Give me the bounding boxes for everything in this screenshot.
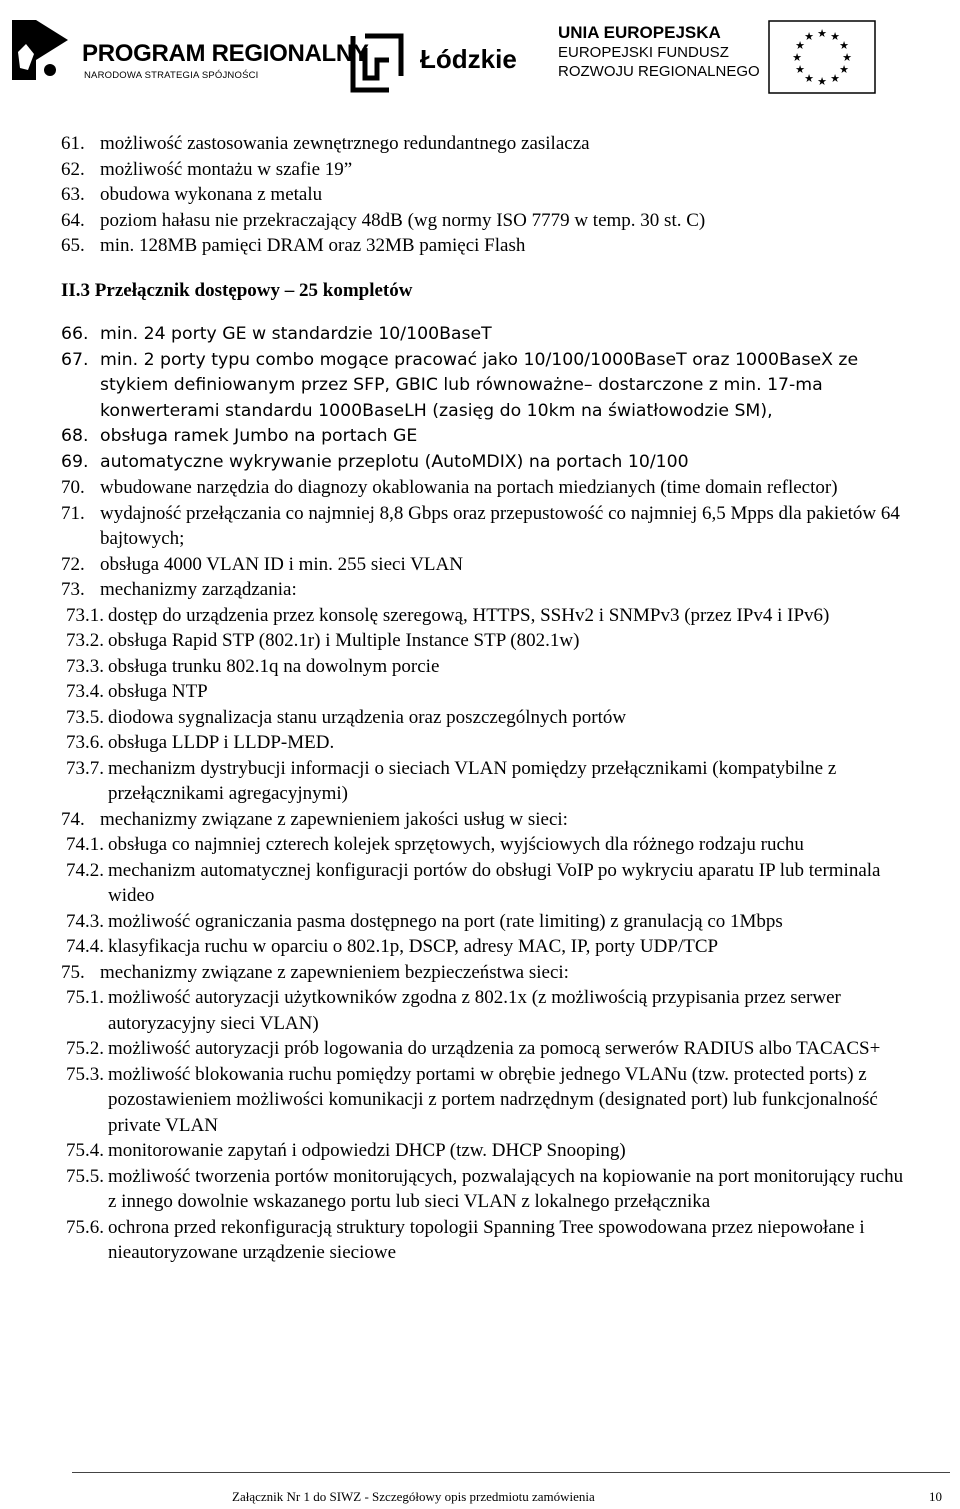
item-text: min. 24 porty GE w standardzie 10/100BaseT — [100, 324, 492, 344]
item-text: wydajność przełączania co najmniej 8,8 Gbps oraz przepustowość co najmniej 6,5 Mpps dla pakietów 64 bajtowych; — [100, 502, 900, 549]
item-number: 75.3. — [66, 1063, 104, 1085]
item-text: min. 128MB pamięci DRAM oraz 32MB pamięci Flash — [100, 235, 526, 256]
list-item — [61, 182, 906, 208]
item-text: mechanizmy związane z zapewnieniem bezpieczeństwa sieci: — [100, 961, 569, 983]
svg-text:★: ★ — [795, 63, 805, 76]
item-number: 74.2. — [66, 859, 104, 881]
sub-list-item — [0, 1215, 906, 1266]
item-number: 66. — [61, 324, 89, 344]
item-text: możliwość montażu w szafie 19” — [100, 158, 353, 180]
item-number: 75.2. — [66, 1038, 104, 1059]
sub-list-item — [0, 832, 906, 858]
item-text: wbudowane narzędzia do diagnozy okablowania na portach miedzianych (time domain reflector) — [100, 477, 838, 498]
svg-text:★: ★ — [804, 30, 814, 43]
item-text: możliwość tworzenia portów monitorujących, pozwalających na kopiowanie na port monitorujący ruchu z innego dowolnie wskazanego portu lub sieci VLAN z lokalnego przełącznika — [108, 1165, 904, 1212]
item-number: 72. — [61, 553, 85, 575]
item-number: 73. — [61, 579, 85, 600]
svg-text:★: ★ — [839, 63, 849, 76]
svg-text:★: ★ — [830, 30, 840, 43]
item-text: dostęp do urządzenia przez konsolę szeregową, HTTPS, SSHv2 i SNMPv3 (przez IPv4 i IPv6) — [108, 604, 830, 626]
sub-list-item — [0, 1036, 906, 1062]
list-item — [61, 960, 906, 986]
sub-list-item — [0, 1062, 906, 1139]
eu-fund-line: EUROPEJSKI FUNDUSZ — [558, 44, 729, 61]
sub-list-item — [0, 909, 906, 935]
svg-text:★: ★ — [842, 51, 852, 64]
sub-list-item — [0, 756, 906, 807]
item-number: 67. — [61, 349, 89, 370]
item-text: poziom hałasu nie przekraczający 48dB (wg normy ISO 7779 w temp. 30 st. C) — [100, 209, 706, 231]
sub-list-item — [0, 654, 906, 680]
section-heading: II.3 Przełącznik dostępowy – 25 kompletów — [61, 279, 413, 301]
sub-list-item — [0, 705, 906, 731]
item-number: 70. — [61, 477, 85, 498]
svg-text:★: ★ — [830, 72, 840, 85]
sub-list-item — [0, 934, 906, 960]
item-text: obsługa NTP — [108, 681, 208, 702]
item-text: możliwość autoryzacji prób logowania do urządzenia za pomocą serwerów RADIUS albo TACACS+ — [108, 1038, 881, 1059]
item-text: mechanizm automatycznej konfiguracji portów do obsługi VoIP po wykryciu aparatu IP lub terminala wideo — [108, 859, 881, 906]
item-text: klasyfikacja ruchu w oparciu o 802.1p, DSCP, adresy MAC, IP, porty UDP/TCP — [108, 936, 719, 957]
item-number: 73.1. — [66, 604, 104, 626]
list-item — [61, 208, 906, 234]
item-text: mechanizmy związane z zapewnieniem jakości usług w sieci: — [100, 808, 568, 830]
item-text: możliwość autoryzacji użytkowników zgodna z 802.1x (z możliwością przypisania przez serwer autoryzacyjny sieci VLAN) — [108, 987, 841, 1034]
list-item — [61, 807, 906, 833]
document-body — [61, 131, 906, 1266]
item-number: 74. — [61, 808, 85, 830]
lodzkie-logo-icon — [345, 32, 407, 94]
item-number: 69. — [61, 451, 89, 472]
item-number: 63. — [61, 184, 85, 205]
item-text: obsługa 4000 VLAN ID i min. 255 sieci VLAN — [100, 553, 463, 575]
item-number: 65. — [61, 235, 85, 256]
list-item — [61, 424, 906, 450]
svg-text:★: ★ — [792, 51, 802, 64]
list-item — [61, 501, 906, 552]
list-item — [61, 322, 906, 348]
item-number: 64. — [61, 209, 85, 231]
item-text: obsługa LLDP i LLDP-MED. — [108, 732, 335, 753]
item-text: ochrona przed rekonfiguracją struktury topologii Spanning Tree spowodowana przez niepowołane i nieautoryzowane urządzenie sieciowe — [108, 1216, 865, 1263]
item-text: monitorowanie zapytań i odpowiedzi DHCP (tzw. DHCP Snooping) — [108, 1140, 626, 1161]
eu-title: UNIA EUROPEJSKA — [558, 23, 721, 42]
item-number: 61. — [61, 133, 85, 154]
item-number: 73.7. — [66, 757, 104, 779]
sub-list-item — [0, 1138, 906, 1164]
item-text: obsługa ramek Jumbo na portach GE — [100, 426, 418, 446]
sub-list-item — [0, 679, 906, 705]
item-text: obsługa Rapid STP (802.1r) i Multiple Instance STP (802.1w) — [108, 630, 580, 651]
list-item — [61, 552, 906, 578]
item-number: 74.3. — [66, 910, 104, 932]
list-item — [61, 450, 906, 476]
list-item — [61, 233, 906, 259]
list-item — [61, 131, 906, 157]
program-regionalny-logo-icon — [10, 12, 72, 90]
list-item — [61, 475, 906, 501]
item-number: 73.5. — [66, 706, 104, 728]
svg-text:★: ★ — [817, 75, 827, 88]
footer-text: Załącznik Nr 1 do SIWZ - Szczegółowy opis przedmiotu zamówienia — [232, 1489, 595, 1504]
item-text: automatyczne wykrywanie przeplotu (AutoMDIX) na portach 10/100 — [100, 451, 689, 472]
page-number: 10 — [929, 1489, 942, 1504]
list-item — [61, 348, 906, 425]
item-text: mechanizmy zarządzania: — [100, 579, 297, 600]
eu-label — [558, 22, 760, 81]
item-number: 75.1. — [66, 987, 104, 1008]
item-text: obsługa trunku 802.1q na dowolnym porcie — [108, 655, 440, 677]
sub-list-item — [0, 603, 906, 629]
item-number: 73.2. — [66, 630, 104, 651]
sub-list-item — [0, 628, 906, 654]
sub-list-item — [0, 1164, 906, 1215]
program-title: PROGRAM REGIONALNY — [82, 40, 369, 67]
svg-text:★: ★ — [817, 27, 827, 40]
item-text: diodowa sygnalizacja stanu urządzenia oraz poszczególnych portów — [108, 706, 627, 728]
sub-list-item — [0, 858, 906, 909]
item-text: możliwość blokowania ruchu pomiędzy portami w obrębie jednego VLANu (tzw. protected ports) z pozostawieniem możliwości komunikacji z portem nadrzędnym (designated port) lub funkcjonalność private VLAN — [108, 1063, 878, 1136]
svg-text:★: ★ — [839, 39, 849, 52]
list-item — [61, 577, 906, 603]
item-number: 75.6. — [66, 1216, 104, 1238]
item-number: 73.3. — [66, 655, 104, 677]
sub-list-item — [0, 985, 906, 1036]
item-text: obudowa wykonana z metalu — [100, 184, 323, 205]
footer-divider — [72, 1472, 950, 1473]
svg-text:★: ★ — [795, 39, 805, 52]
item-number: 62. — [61, 158, 85, 180]
item-number: 73.4. — [66, 681, 104, 702]
eu-fund-line-2: ROZWOJU REGIONALNEGO — [558, 63, 760, 80]
item-number: 71. — [61, 502, 85, 524]
region-name: Łódzkie — [420, 44, 517, 74]
item-text: min. 2 porty typu combo mogące pracować jako 10/100/1000BaseT oraz 1000BaseX ze stykiem definiowanym przez SFP, GBIC lub równoważne– dostarczone z min. 17-ma konwerterami standardu 1000BaseLH (zasięg do 10km na światłowodzie SM), — [100, 349, 859, 421]
program-subtitle: NARODOWA STRATEGIA SPÓJNOŚCI — [84, 70, 259, 81]
item-number: 75.4. — [66, 1140, 104, 1161]
item-number: 75. — [61, 961, 85, 983]
item-number: 68. — [61, 426, 89, 446]
sub-list-item — [0, 730, 906, 756]
item-number: 75.5. — [66, 1165, 104, 1187]
item-number: 73.6. — [66, 732, 104, 753]
list-item — [61, 157, 906, 183]
eu-flag-icon — [768, 20, 876, 94]
item-number: 74.4. — [66, 936, 104, 957]
svg-text:★: ★ — [804, 72, 814, 85]
item-text: mechanizm dystrybucji informacji o sieciach VLAN pomiędzy przełącznikami (kompatybilne z przełącznikami agregacyjnymi) — [108, 757, 837, 804]
header-logos — [0, 0, 960, 110]
item-text: możliwość zastosowania zewnętrznego redundantnego zasilacza — [100, 133, 590, 154]
item-text: obsługa co najmniej czterech kolejek sprzętowych, wyjściowych dla różnego rodzaju ruchu — [108, 834, 804, 855]
item-number: 74.1. — [66, 834, 104, 855]
item-text: możliwość ograniczania pasma dostępnego na port (rate limiting) z granulacją co 1Mbps — [108, 910, 783, 932]
